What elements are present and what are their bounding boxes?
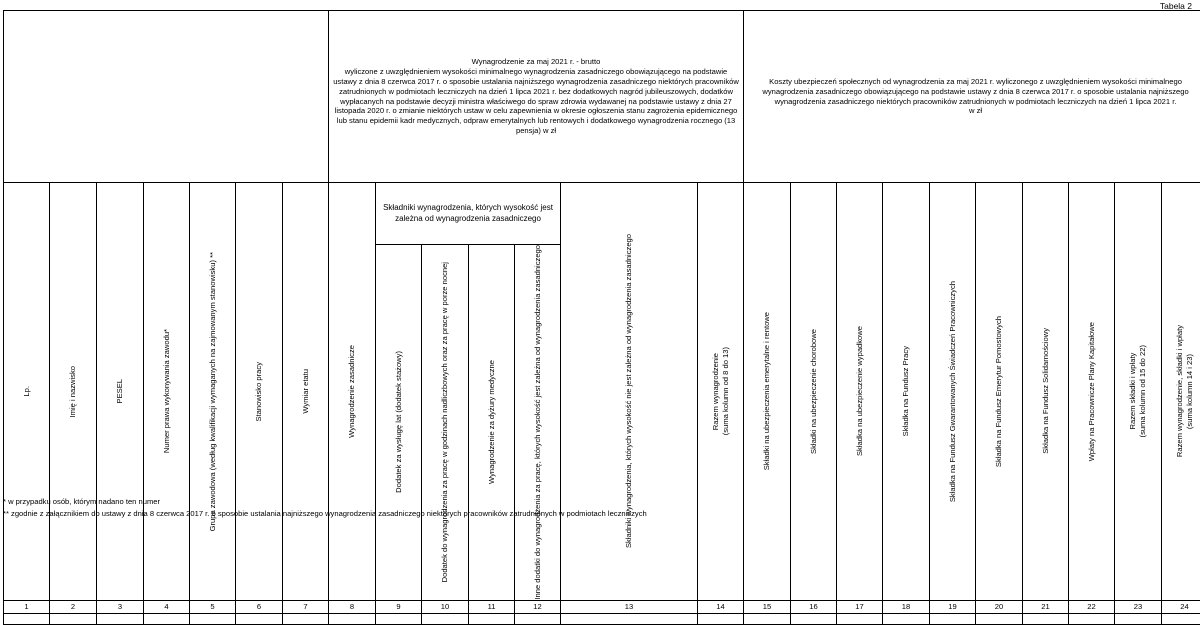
col-number: 5: [190, 600, 236, 613]
data-cell[interactable]: [4, 613, 50, 624]
col-number: 8: [329, 600, 376, 613]
col-header-17: Składka na ubezpieczenie wypadkowe: [837, 183, 883, 601]
col-number: 16: [791, 600, 837, 613]
footnotes: [3, 496, 647, 520]
col-number: 2: [50, 600, 97, 613]
col-header-13: Składniki wynagrodzenia, których wysokość nie jest zależna od wynagrodzenia zasadniczego: [561, 183, 698, 601]
col-number: 15: [744, 600, 791, 613]
footnote-1: * w przypadku osób, którym nadano ten numer: [3, 496, 647, 508]
data-cell[interactable]: [883, 613, 930, 624]
data-cell[interactable]: [236, 613, 283, 624]
col-number: 21: [1023, 600, 1069, 613]
col-header-3: PESEL: [97, 183, 144, 601]
col-header-9: Dodatek za wysługę lat (dodatek stażowy): [376, 245, 422, 601]
col-number: 3: [97, 600, 144, 613]
data-cell[interactable]: [837, 613, 883, 624]
data-cell[interactable]: [469, 613, 515, 624]
group-header-row: [4, 11, 1200, 183]
col-header-22: Wpłaty na Pracownicze Plany Kapitałowe: [1069, 183, 1115, 601]
empty-data-row: [4, 613, 1200, 624]
wages-group-header: Wynagrodzenie za maj 2021 r. - brutto wyliczone z uwzględnieniem wysokości minimalnego wynagrodzenia zasadniczego obowiązującego na podstawie ustawy z dnia 8 czerwca 2017 r. o sposobie ustalania najniższego wynagrodzenia zasadniczego niektórych pracowników zatrudnionych w podmiotach leczniczych na dzień 1 lipca 2021 r. bez dodatkowych nagród jubileuszowych, dodatków wypłacanych na podstawie decyzji ministra właściwego do spraw zdrowia wydawanej na podstawie ustawy z dnia 27 listopada 2020 r. o zmianie niektórych ustaw w celu zapewnienia w okresie ogłoszenia stanu zagrożenia epidemicznego lub stanu epidemii kadr medycznych, odpraw emerytalnych lub rentowych i dodatkowego wynagrodzenia rocznego (13 pensja) w zł: [329, 11, 744, 183]
data-cell[interactable]: [930, 613, 976, 624]
data-cell[interactable]: [144, 613, 190, 624]
col-number: 17: [837, 600, 883, 613]
col-header-4: Numer prawa wykonywania zawodu*: [144, 183, 190, 601]
col-header-15: Składki na ubezpieczenia emerytalne i rentowe: [744, 183, 791, 601]
blank-header-cell: [4, 11, 329, 183]
data-cell[interactable]: [976, 613, 1023, 624]
wage-table: [3, 10, 1200, 625]
components-group-header: Składniki wynagrodzenia, których wysokość jest zależna od wynagrodzenia zasadniczego: [376, 183, 561, 245]
data-cell[interactable]: [1115, 613, 1162, 624]
data-cell[interactable]: [744, 613, 791, 624]
data-cell[interactable]: [283, 613, 329, 624]
data-cell[interactable]: [791, 613, 837, 624]
col-header-8: Wynagrodzenie zasadnicze: [329, 183, 376, 601]
col-header-1: Lp.: [4, 183, 50, 601]
costs-group-header: Koszty ubezpieczeń społecznych od wynagrodzenia za maj 2021 r. wyliczonego z uwzględnieniem wysokości minimalnego wynagrodzenia zasadniczego obowiązującego na podstawie ustawy z dnia 8 czerwca 2017 r. o sposobie ustalania najniższego wynagrodzenia zasadniczego niektórych pracowników zatrudnionych w podmiotach leczniczych na dzień 1 lipca 2021 r. w zł: [744, 11, 1200, 183]
table-label: Tabela 2: [1160, 1, 1192, 11]
col-header-12: Inne dodatki do wynagrodzenia za pracę, których wysokość jest zależna od wynagrodzenia zasadniczego: [515, 245, 561, 601]
col-number: 22: [1069, 600, 1115, 613]
col-header-6: Stanowisko pracy: [236, 183, 283, 601]
column-header-row-1: [4, 183, 1200, 245]
col-header-24: Razem wynagrodzenie, składki i wpłaty (suma kolumn 14 i 23): [1162, 183, 1200, 601]
col-header-11: Wynagrodzenie za dyżury medyczne: [469, 245, 515, 601]
col-header-20: Składka na Fundusz Emerytur Pomostowych: [976, 183, 1023, 601]
footnote-2: ** zgodnie z załącznikiem do ustawy z dnia 8 czerwca 2017 r. o sposobie ustalania najniższego wynagrodzenia zasadniczego niektórych pracowników zatrudnionych w podmiotach leczniczych: [3, 508, 647, 520]
col-number: 10: [422, 600, 469, 613]
data-cell[interactable]: [1023, 613, 1069, 624]
data-cell[interactable]: [515, 613, 561, 624]
col-number: 6: [236, 600, 283, 613]
col-header-16: Składki na ubezpieczenie chorobowe: [791, 183, 837, 601]
data-cell[interactable]: [1162, 613, 1200, 624]
col-header-7: Wymiar etatu: [283, 183, 329, 601]
data-cell[interactable]: [329, 613, 376, 624]
data-cell[interactable]: [561, 613, 698, 624]
data-cell[interactable]: [97, 613, 144, 624]
col-number: 13: [561, 600, 698, 613]
data-cell[interactable]: [1069, 613, 1115, 624]
col-number: 18: [883, 600, 930, 613]
data-cell[interactable]: [376, 613, 422, 624]
col-header-19: Składka na Fundusz Gwarantowanych Świadczeń Pracowniczych: [930, 183, 976, 601]
col-header-18: Składka na Fundusz Pracy: [883, 183, 930, 601]
col-header-10: Dodatek do wynagrodzenia za pracę w godzinach nadliczbowych oraz za pracę w porze nocnej: [422, 245, 469, 601]
data-cell[interactable]: [190, 613, 236, 624]
col-header-21: Składka na Fundusz Solidarnościowy: [1023, 183, 1069, 601]
col-number: 12: [515, 600, 561, 613]
col-number: 14: [698, 600, 744, 613]
col-number: 1: [4, 600, 50, 613]
col-number: 20: [976, 600, 1023, 613]
col-number: 9: [376, 600, 422, 613]
col-header-23: Razem składki i wpłaty (suma kolumn od 15 do 22): [1115, 183, 1162, 601]
col-number: 11: [469, 600, 515, 613]
col-number: 19: [930, 600, 976, 613]
data-cell[interactable]: [698, 613, 744, 624]
column-number-row: [4, 600, 1200, 613]
data-cell[interactable]: [422, 613, 469, 624]
col-header-14: Razem wynagrodzenie (suma kolumn od 8 do 13): [698, 183, 744, 601]
col-number: 7: [283, 600, 329, 613]
col-header-5: Grupa zawodowa (według kwalifikacji wymaganych na zajmowanym stanowisku) **: [190, 183, 236, 601]
col-number: 4: [144, 600, 190, 613]
col-number: 23: [1115, 600, 1162, 613]
data-cell[interactable]: [50, 613, 97, 624]
col-header-2: Imię i nazwisko: [50, 183, 97, 601]
col-number: 24: [1162, 600, 1200, 613]
